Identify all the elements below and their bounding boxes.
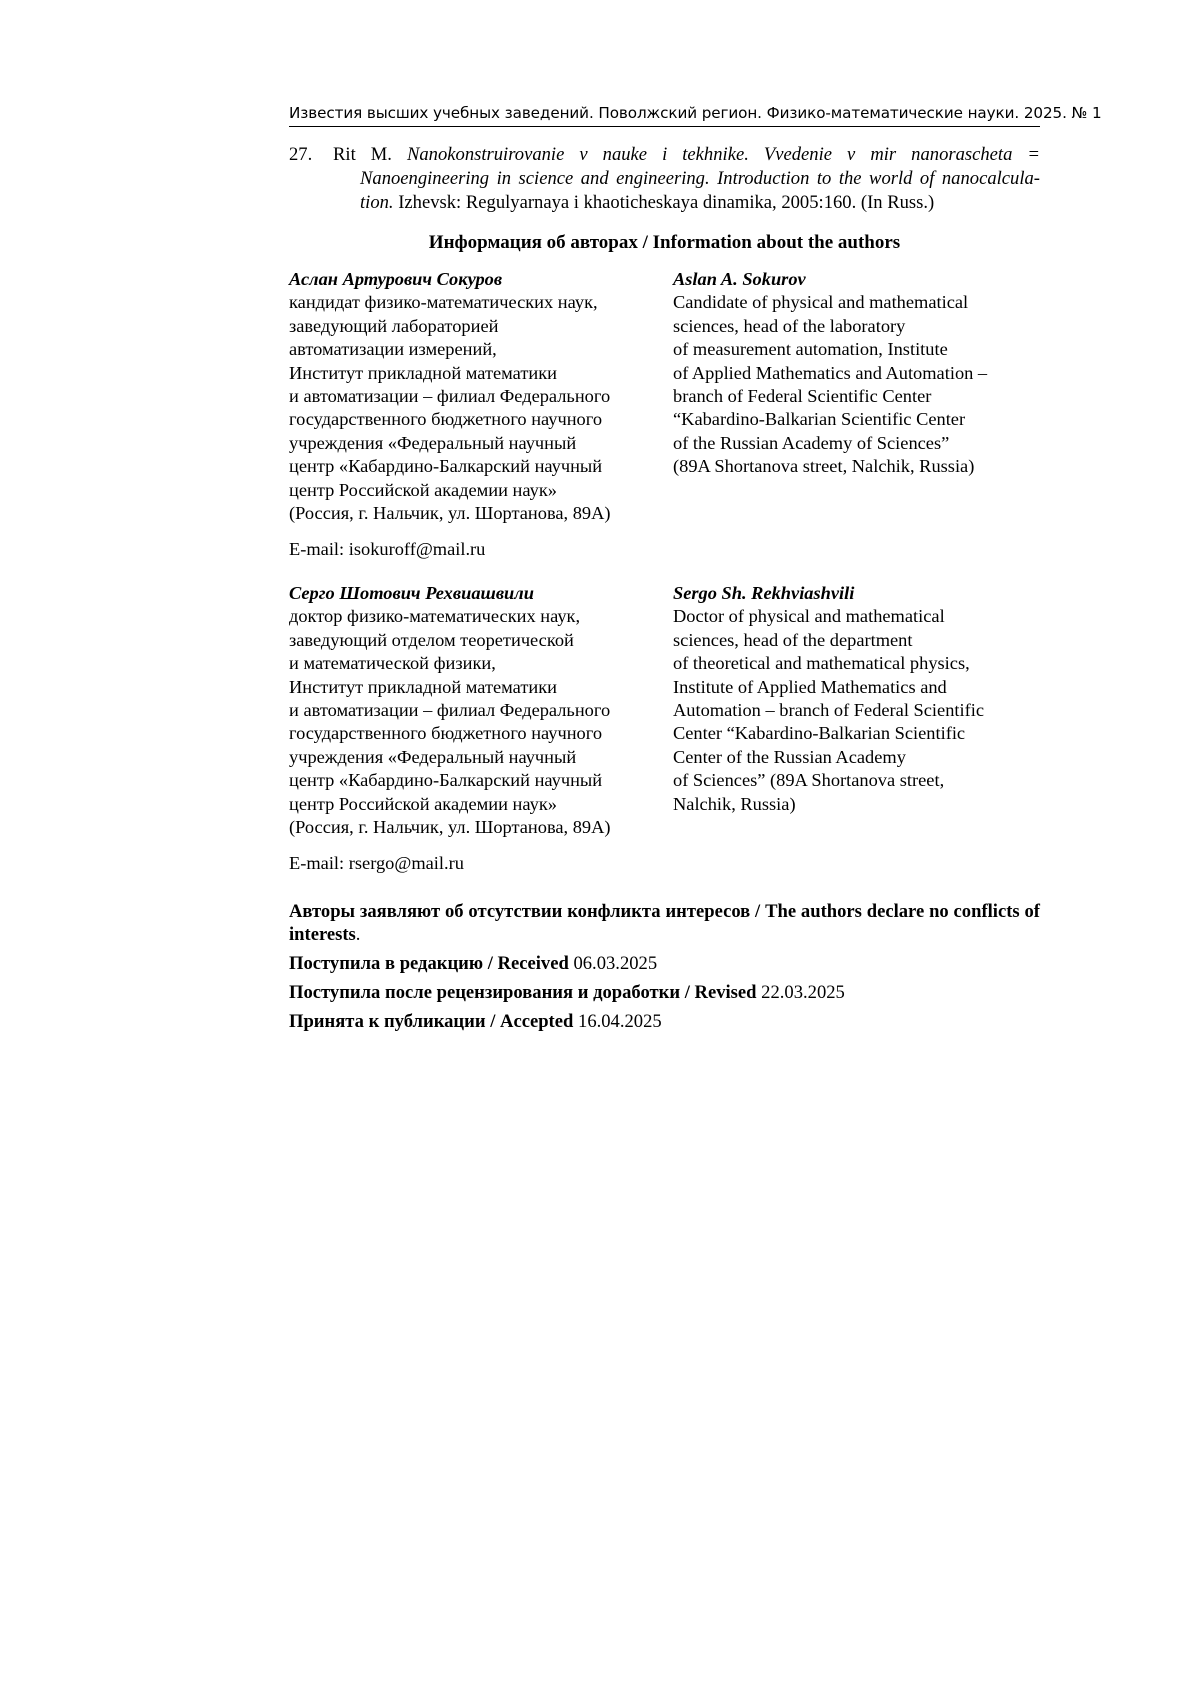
author-1-info-ru-line: Институт прикладной математики [289,362,558,383]
conflict-text: Авторы заявляют об отсутствии конфликта интересов / The authors declare no conflicts of interests [289,901,1040,946]
author-2-info-en-line: Institute of Applied Mathematics and [673,676,947,697]
author-1-info-ru-line: центр «Кабардино-Балкарский научный [289,456,603,477]
author-1-info-ru-line: заведующий лабораторией [289,315,499,336]
reference-entry [289,143,1040,215]
author-1-info-en-line: of the Russian Academy of Sciences” [673,432,950,453]
author-2-email: E-mail: rsergo@mail.ru [289,853,464,873]
author-2-info-ru-line: Институт прикладной математики [289,676,558,697]
revised-date: 22.03.2025 [761,982,845,1003]
author-1-info-en-line: branch of Federal Scientific Center [673,386,932,407]
author-2-info-en-line: Center “Kabardino-Balkarian Scientific [673,723,966,744]
author-2-info-ru-line: и математической физики, [289,653,496,674]
author-1-info-ru-line: (Россия, г. Нальчик, ул. Шортанова, 89А) [289,503,611,524]
accepted-line [289,1010,662,1034]
author-1-info-en-line: of measurement automation, Institute [673,339,948,360]
author-1-info-ru-line: и автоматизации – филиал Федерального [289,386,611,407]
author-1-info-en-line: of Applied Mathematics and Automation – [673,362,988,383]
revised-line [289,981,845,1005]
author-2-info-ru-line: центр «Кабардино-Балкарский научный [289,770,603,791]
author-2-info-en-line: Automation – branch of Federal Scientific [673,700,985,721]
author-1-info-en-line: (89A Shortanova street, Nalchik, Russia) [673,456,975,477]
author-2-info-en-line: Center of the Russian Academy [673,746,906,767]
author-2-info-ru-line: (Россия, г. Нальчик, ул. Шортанова, 89А) [289,817,611,838]
author-1-info-en-line: Candidate of physical and mathematical [673,292,969,313]
author-2-info-ru-line: заведующий отделом теоретической [289,629,574,650]
author-1-en [673,268,1043,479]
author-1-info-ru-line: учреждения «Федеральный научный [289,432,577,453]
author-2-info-ru-line: и автоматизации – филиал Федерального [289,700,611,721]
author-2-info-ru-line: доктор физико-математических наук, [289,606,581,627]
author-2-info-ru-line: учреждения «Федеральный научный [289,746,577,767]
author-2-ru [289,582,669,839]
author-2-info-en-line: Nalchik, Russia) [673,793,796,814]
author-1-info-ru-line: кандидат физико-математических наук, [289,292,598,313]
authors-heading: Информация об авторах / Information about the authors [428,232,901,253]
author-1-info-en-line: sciences, head of the laboratory [673,315,906,336]
author-2-info-en-line: of theoretical and mathematical physics, [673,653,970,674]
author-2-name-en: Sergo Sh. Rekhviashvili [673,583,855,603]
accepted-date: 16.04.2025 [578,1011,662,1032]
author-1-ru [289,268,669,525]
revised-label: Поступила после рецензирования и доработки / Revised [289,982,757,1003]
received-label: Поступила в редакцию / Received [289,953,569,974]
author-1-info-ru-line: центр Российской академии наук» [289,479,557,500]
author-2-name-ru: Серго Шотович Рехвиашвили [289,583,534,603]
author-1-info-ru-line: автоматизации измерений, [289,339,497,360]
author-2-info-en-line: of Sciences” (89A Shortanova street, [673,770,945,791]
received-line [289,952,657,976]
author-2-info-en-line: sciences, head of the department [673,629,913,650]
conflict-statement [289,900,1040,947]
conflict-period: . [355,924,361,946]
author-1-name-en: Aslan A. Sokurov [673,269,806,289]
reference-title: Nanokonstruirovanie v nauke i tekhnike. Vvedenie v mir nanorascheta = Nanoengineering in science and engineering. Introduction to the world of nanocalcula-tion. [360,144,1040,213]
reference-number: 27. [289,144,313,165]
author-2-en [673,582,1043,816]
running-header: Известия высших учебных заведений. Поволжский регион. Физико-математические науки. 2025. № 1 [289,103,1040,127]
author-1-info-ru-line: государственного бюджетного научного [289,409,603,430]
author-1-info-en-line: “Kabardino-Balkarian Scientific Center [673,409,966,430]
author-2-info-ru-line: государственного бюджетного научного [289,723,603,744]
author-1-email: E-mail: isokuroff@mail.ru [289,539,486,559]
author-2-info-en-line: Doctor of physical and mathematical [673,606,945,627]
reference-publisher: Izhevsk: Regulyarnaya i khaoticheskaya dinamika, 2005:160. (In Russ.) [398,192,935,213]
author-1-name-ru: Аслан Артурович Сокуров [289,269,503,289]
author-2-info-ru-line: центр Российской академии наук» [289,793,557,814]
accepted-label: Принята к публикации / Accepted [289,1011,574,1032]
reference-author: Rit M. [333,144,392,165]
received-date: 06.03.2025 [573,953,658,974]
reference-body [316,143,1040,215]
